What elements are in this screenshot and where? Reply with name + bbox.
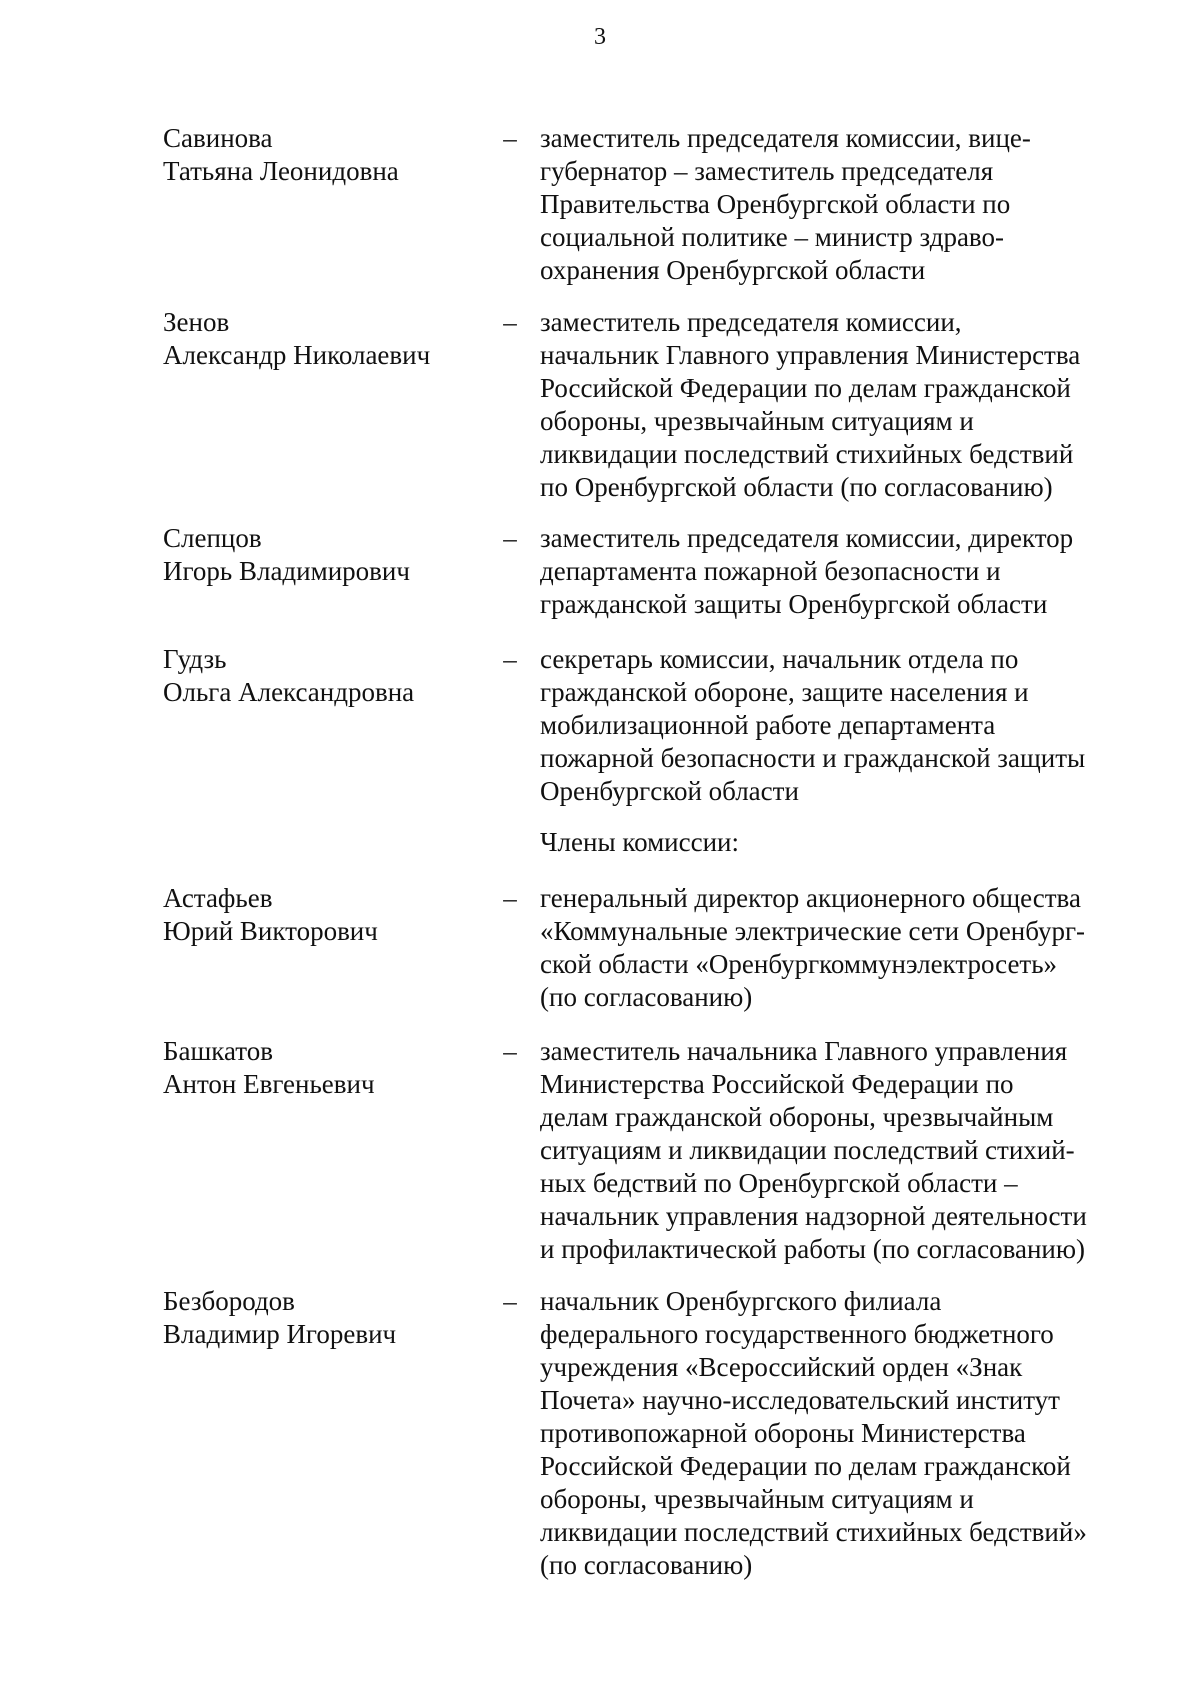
position-description bbox=[540, 882, 1140, 1014]
surname: Зенов bbox=[163, 307, 230, 337]
role-line: социальной политике – министр здраво- bbox=[540, 222, 1004, 252]
role-line: по Оренбургской области (по согласованию) bbox=[540, 472, 1053, 502]
given-names: Ольга Александровна bbox=[163, 677, 415, 707]
role-line: ных бедствий по Оренбургской области – bbox=[540, 1168, 1018, 1198]
person-name bbox=[163, 1035, 493, 1101]
position-description bbox=[540, 1285, 1140, 1582]
role-line: ликвидации последствий стихийных бедствий bbox=[540, 439, 1074, 469]
given-names: Александр Николаевич bbox=[163, 340, 431, 370]
role-line: пожарной безопасности и гражданской защиты bbox=[540, 743, 1086, 773]
surname: Безбородов bbox=[163, 1286, 295, 1316]
role-line: противопожарной обороны Министерства bbox=[540, 1418, 1026, 1448]
position-description bbox=[540, 643, 1140, 808]
role-line: гражданской обороне, защите населения и bbox=[540, 677, 1029, 707]
dash-separator: – bbox=[503, 644, 517, 674]
person-name bbox=[163, 122, 493, 188]
position-description bbox=[540, 306, 1140, 504]
role-line: гражданской защиты Оренбургской области bbox=[540, 589, 1048, 619]
role-line: ликвидации последствий стихийных бедствий» bbox=[540, 1517, 1087, 1547]
position-description bbox=[540, 522, 1140, 621]
given-names: Татьяна Леонидовна bbox=[163, 156, 399, 186]
given-names: Владимир Игоревич bbox=[163, 1319, 397, 1349]
person-name bbox=[163, 882, 493, 948]
surname: Башкатов bbox=[163, 1036, 273, 1066]
dash-separator: – bbox=[503, 523, 517, 553]
role-line: (по согласованию) bbox=[540, 1550, 753, 1580]
page-number: 3 bbox=[594, 24, 606, 50]
role-line: департамента пожарной безопасности и bbox=[540, 556, 1001, 586]
surname: Слепцов bbox=[163, 523, 262, 553]
role-line: мобилизационной работе департамента bbox=[540, 710, 996, 740]
role-line: заместитель председателя комиссии, bbox=[540, 307, 962, 337]
dash-separator: – bbox=[503, 1286, 517, 1316]
dash-separator: – bbox=[503, 883, 517, 913]
role-line: делам гражданской обороны, чрезвычайным bbox=[540, 1102, 1054, 1132]
dash-separator: – bbox=[503, 1036, 517, 1066]
dash-separator: – bbox=[503, 123, 517, 153]
dash-separator: – bbox=[503, 307, 517, 337]
role-line: начальник Главного управления Министерства bbox=[540, 340, 1081, 370]
position-description bbox=[540, 1035, 1140, 1266]
position-description bbox=[540, 122, 1140, 287]
given-names: Игорь Владимирович bbox=[163, 556, 410, 586]
role-line: начальник Оренбургского филиала bbox=[540, 1286, 942, 1316]
role-line: Правительства Оренбургской области по bbox=[540, 189, 1011, 219]
role-line: «Коммунальные электрические сети Оренбург- bbox=[540, 916, 1086, 946]
role-line: Почета» научно-исследовательский институт bbox=[540, 1385, 1060, 1415]
role-line: федерального государственного бюджетного bbox=[540, 1319, 1054, 1349]
surname: Савинова bbox=[163, 123, 273, 153]
person-name bbox=[163, 643, 493, 709]
role-line: и профилактической работы (по согласованию) bbox=[540, 1234, 1086, 1264]
role-line: Российской Федерации по делам гражданской bbox=[540, 373, 1071, 403]
role-line: ситуациям и ликвидации последствий стихий- bbox=[540, 1135, 1075, 1165]
person-name bbox=[163, 522, 493, 588]
role-line: (по согласованию) bbox=[540, 982, 753, 1012]
surname: Гудзь bbox=[163, 644, 227, 674]
surname: Астафьев bbox=[163, 883, 273, 913]
given-names: Антон Евгеньевич bbox=[163, 1069, 375, 1099]
role-line: заместитель председателя комиссии, директор bbox=[540, 523, 1074, 553]
role-line: начальник управления надзорной деятельности bbox=[540, 1201, 1087, 1231]
role-line: Российской Федерации по делам гражданской bbox=[540, 1451, 1071, 1481]
role-line: обороны, чрезвычайным ситуациям и bbox=[540, 406, 974, 436]
role-line: заместитель начальника Главного управления bbox=[540, 1036, 1068, 1066]
role-line: губернатор – заместитель председателя bbox=[540, 156, 994, 186]
role-line: секретарь комиссии, начальник отдела по bbox=[540, 644, 1019, 674]
members-heading: Члены комиссии: bbox=[540, 827, 739, 857]
role-line: генеральный директор акционерного общества bbox=[540, 883, 1081, 913]
role-line: Оренбургской области bbox=[540, 776, 799, 806]
role-line: Министерства Российской Федерации по bbox=[540, 1069, 1014, 1099]
role-line: учреждения «Всероссийский орден «Знак bbox=[540, 1352, 1023, 1382]
person-name bbox=[163, 1285, 493, 1351]
role-line: охранения Оренбургской области bbox=[540, 255, 926, 285]
role-line: ской области «Оренбургкоммунэлектросеть» bbox=[540, 949, 1058, 979]
role-line: обороны, чрезвычайным ситуациям и bbox=[540, 1484, 974, 1514]
given-names: Юрий Викторович bbox=[163, 916, 378, 946]
role-line: заместитель председателя комиссии, вице- bbox=[540, 123, 1031, 153]
person-name bbox=[163, 306, 493, 372]
